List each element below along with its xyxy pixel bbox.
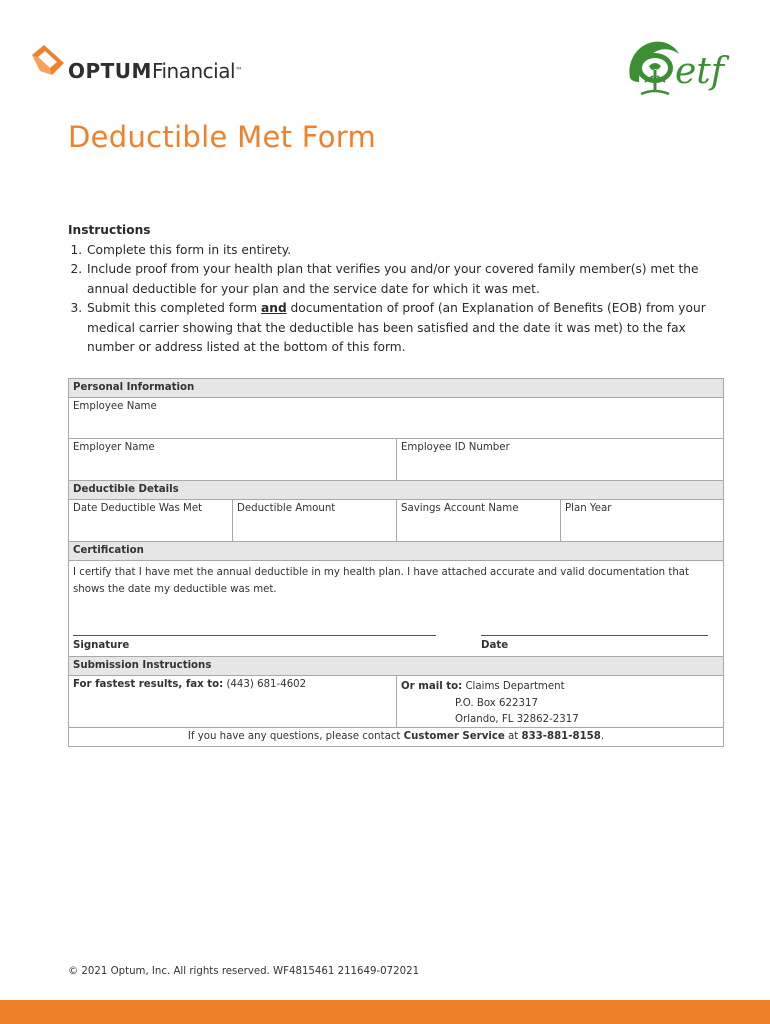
savings-account-label: Savings Account Name (401, 503, 519, 514)
etf-logo (625, 38, 725, 104)
optum-sub-text: Financial (151, 59, 236, 83)
employer-row (69, 439, 723, 481)
employee-id-label: Employee ID Number (401, 442, 510, 453)
instruction-item-1: 1. Complete this form in its entirety. (86, 241, 728, 261)
employer-name-field[interactable] (69, 439, 397, 480)
employer-name-label: Employer Name (73, 442, 155, 453)
mail-line-2: P.O. Box 622317 (455, 697, 538, 709)
contact-post: . (600, 731, 605, 742)
instruction-item-3 (86, 299, 728, 358)
contact-row (69, 728, 723, 746)
mail-info (397, 676, 583, 727)
optum-logo-icon (30, 45, 66, 85)
trademark-symbol: ™ (235, 66, 244, 75)
certification-text: I certify that I have met the annual deductible in my health plan. I have attached accurate and valid documentation that shows the date my deductible was met. (73, 567, 690, 595)
signature-label: Signature (73, 640, 130, 651)
fax-label: For fastest results, fax to: (73, 679, 224, 690)
date-met-label: Date Deductible Was Met (73, 503, 203, 514)
instructions-list (68, 241, 728, 358)
instructions (68, 221, 728, 358)
savings-account-field[interactable] (397, 500, 561, 541)
instruction-3-post: documentation of proof (an Explanation of Benefits (EOB) from your medical carrier showing that the deductible has been satisfied and the date it was met) to the fax number or address listed at the bottom of this form. (87, 301, 706, 354)
mail-label: Or mail to: (401, 681, 463, 692)
date-line[interactable] (481, 635, 708, 636)
certification-block (69, 561, 723, 657)
deductible-amount-field[interactable] (233, 500, 397, 541)
personal-info-heading: Personal Information (69, 379, 723, 398)
customer-service-text: Customer Service (403, 731, 505, 742)
deductible-row (69, 500, 723, 542)
fax-number: (443) 681-4602 (223, 679, 307, 690)
customer-service-phone: 833-881-8158 (521, 731, 601, 742)
contact-pre: If you have any questions, please contact (187, 731, 404, 742)
fax-info (69, 676, 397, 727)
date-met-field[interactable] (69, 500, 233, 541)
deductible-amount-label: Deductible Amount (237, 503, 336, 514)
instruction-3-and: and (261, 301, 287, 315)
instruction-3-pre: Submit this completed form (87, 301, 262, 315)
employee-name-row (69, 398, 723, 439)
mail-line-3: Orlando, FL 32862-2317 (455, 714, 579, 725)
deductible-form (68, 378, 724, 747)
mail-line-1: Claims Department (462, 681, 565, 692)
signature-line[interactable] (73, 635, 436, 636)
employee-name-label: Employee Name (73, 401, 157, 412)
copyright-text: © 2021 Optum, Inc. All rights reserved. WF4815461 211649-072021 (68, 966, 420, 977)
instruction-item-2: 2. Include proof from your health plan that verifies you and/or your covered family member(s) met the annual deductible for your plan and the service date for which it was met. (86, 260, 728, 299)
contact-mid: at (504, 731, 522, 742)
instructions-heading: Instructions (68, 223, 151, 237)
optum-financial-logo (30, 45, 250, 89)
deductible-details-heading: Deductible Details (69, 481, 723, 500)
employee-id-field[interactable] (397, 439, 723, 480)
date-label: Date (481, 640, 509, 651)
plan-year-field[interactable] (561, 500, 723, 541)
bottom-accent-bar (0, 1000, 770, 1024)
plan-year-label: Plan Year (565, 503, 612, 514)
submission-row (69, 676, 723, 728)
employee-name-field[interactable] (69, 398, 723, 438)
etf-text: etf (675, 51, 725, 92)
optum-brand-text: OPTUM (68, 59, 152, 83)
page-title: Deductible Met Form (68, 120, 377, 154)
submission-heading: Submission Instructions (69, 657, 723, 676)
certification-heading: Certification (69, 542, 723, 561)
